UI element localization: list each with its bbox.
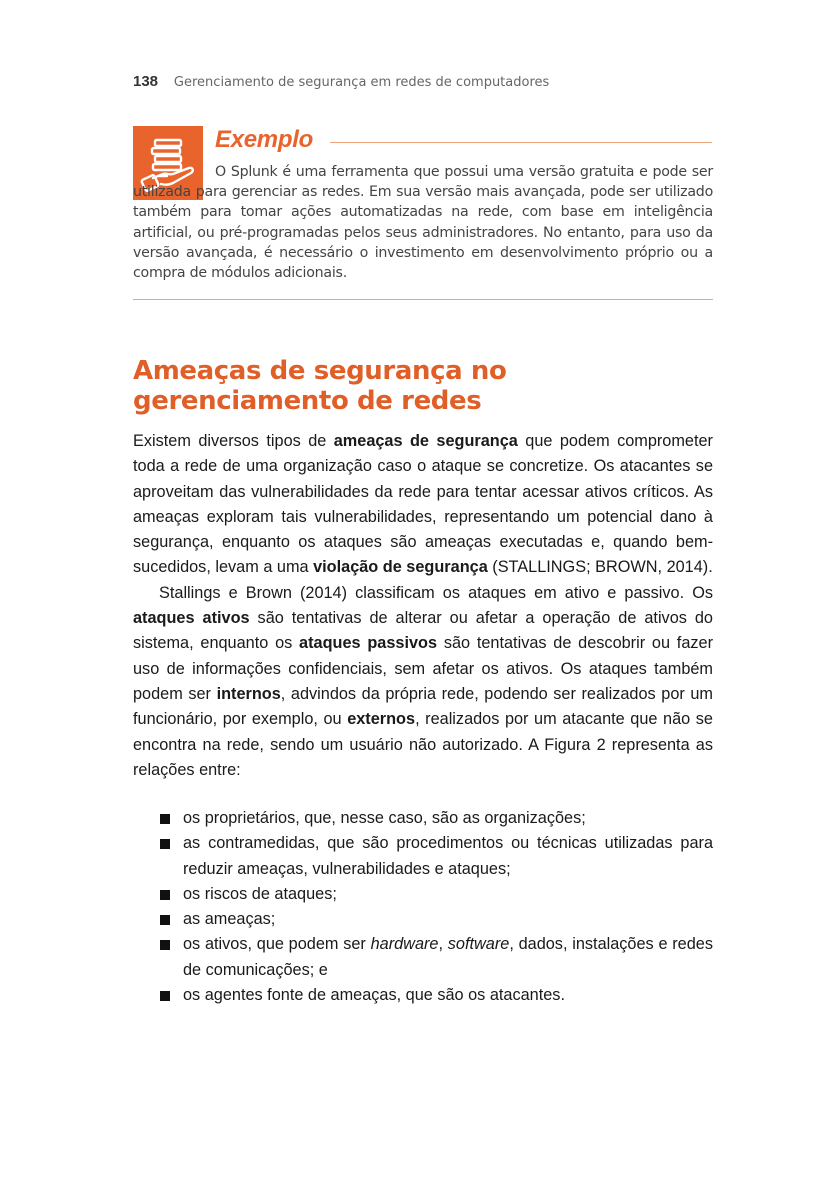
italic-term: software — [447, 935, 510, 954]
list-item — [133, 932, 713, 983]
paragraph-2 — [133, 581, 713, 783]
square-bullet-icon — [160, 940, 170, 950]
bold-term: externos — [347, 710, 416, 729]
bullet-list — [133, 806, 713, 1008]
italic-term: hardware — [370, 935, 439, 954]
text-run: que podem comprometer toda a rede de uma organização caso o ataque se concretize. Os atacantes se aproveitam das vulnerabilidades da rede para tentar acessar ativos críticos. As ameaças exploram tais vulnerabilidades, representando um potencial dano à segurança, enquanto os ataques são ameaças executadas e, quando bem-sucedidos, levam a uma — [133, 432, 713, 577]
list-item-text: as ameaças; — [183, 910, 276, 929]
text-run: são tentativas de descobrir ou fazer uso de informações confidenciais, sem afetar os ativos. Os ataques também podem ser — [133, 634, 713, 703]
text-run: os ativos, que podem ser — [183, 935, 371, 954]
section-heading: Ameaças de segurança no gerenciamento de redes — [133, 356, 507, 416]
list-item-text: as contramedidas, que são procedimentos ou técnicas utilizadas para reduzir ameaças, vulnerabilidades e ataques; — [183, 834, 713, 878]
running-title: Gerenciamento de segurança em redes de computadores — [173, 75, 550, 90]
bold-term: violação de segurança — [313, 558, 488, 577]
list-item — [133, 806, 713, 831]
text-run: Existem diversos tipos de — [133, 432, 334, 450]
example-title: Exemplo — [215, 126, 313, 153]
list-item — [133, 882, 713, 907]
square-bullet-icon — [160, 991, 170, 1001]
list-item — [133, 831, 713, 882]
square-bullet-icon — [160, 890, 170, 900]
running-header — [133, 73, 549, 90]
square-bullet-icon — [160, 814, 170, 824]
list-item-text: os riscos de ataques; — [183, 884, 337, 903]
square-bullet-icon — [160, 915, 170, 925]
list-item-text: os agentes fonte de ameaças, que são os atacantes. — [183, 986, 565, 1005]
section-body — [133, 429, 713, 783]
list-item — [133, 983, 713, 1008]
example-bottom-rule — [133, 299, 713, 300]
paragraph-1 — [133, 429, 713, 581]
text-run: (STALLINGS; BROWN, 2014). — [487, 558, 713, 577]
bold-term: ameaças de segurança — [333, 432, 518, 450]
list-item — [133, 907, 713, 932]
example-title-rule — [330, 142, 712, 143]
text-run: , realizados por um atacante que não se encontra na rede, sendo um usuário não autorizado. A Figura 2 representa as relações entre: — [133, 710, 713, 779]
page-number: 138 — [133, 73, 159, 90]
example-text: O Splunk é uma ferramenta que possui uma versão gratuita e pode ser utilizada para gerenciar as redes. Em sua versão mais avançada, pode ser utilizado também para tomar ações automatizadas na rede, com base em inteligência artificial, ou pré-programadas pelos seus administradores. No entanto, para uso da versão avançada, é necessário o investimento em desenvolvimento próprio ou a compra de módulos adicionais. — [133, 164, 713, 282]
list-item-text: os proprietários, que, nesse caso, são as organizações; — [183, 809, 586, 827]
bold-term: internos — [216, 684, 281, 703]
text-run: , dados, instalações e redes de comunicações; e — [183, 935, 713, 979]
text-run: são tentativas de alterar ou afetar a operação de ativos do sistema, enquanto os — [133, 609, 713, 653]
text-run: Stallings e Brown (2014) classificam os ataques em ativo e passivo. Os — [159, 583, 713, 602]
bold-term: ataques ativos — [133, 609, 250, 628]
bold-term: ataques passivos — [299, 634, 438, 653]
text-run: , advindos da própria rede, podendo ser realizados por um funcionário, por exemplo, ou — [133, 684, 713, 729]
text-run: , — [438, 935, 448, 954]
square-bullet-icon — [160, 839, 170, 849]
